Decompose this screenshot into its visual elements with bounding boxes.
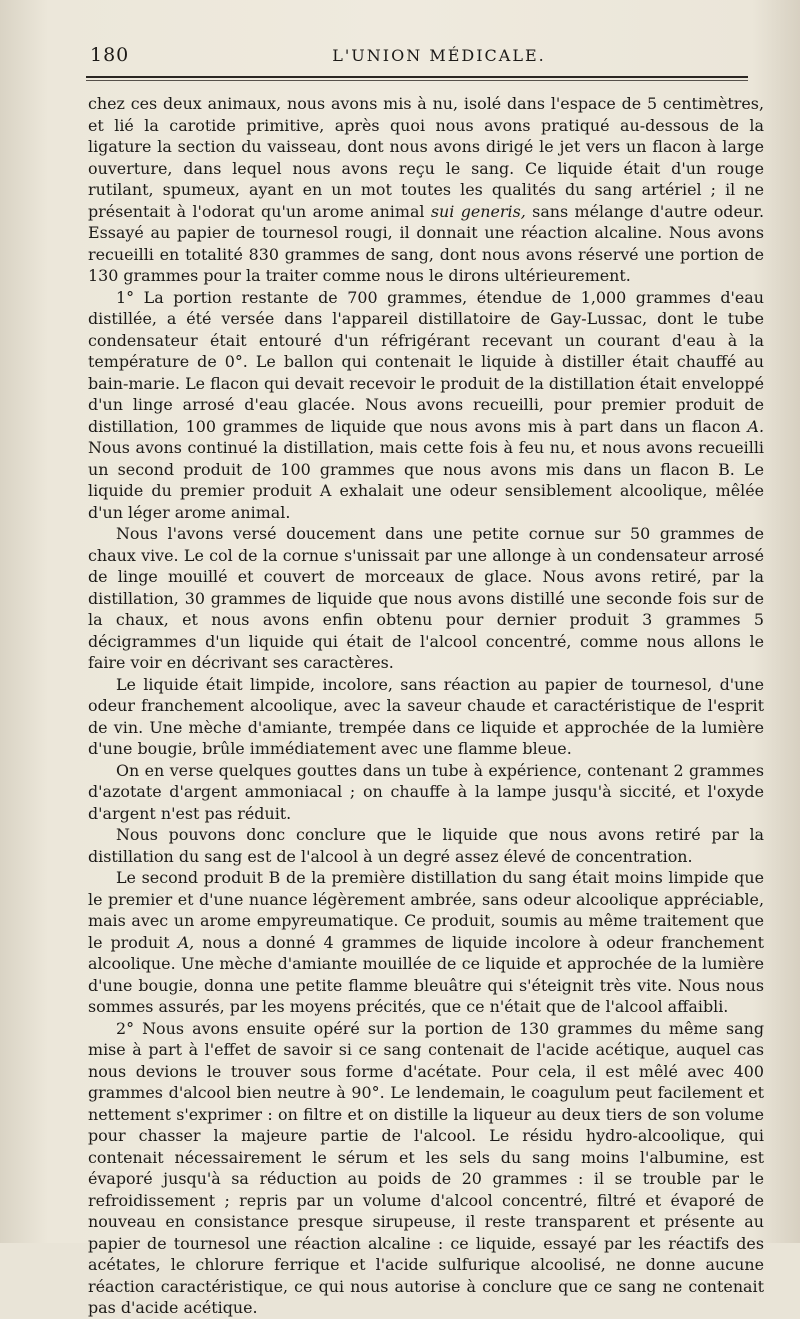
paragraph-5: On en verse quelques gouttes dans un tube à expérience, contenant 2 grammes d'azotate d'argent ammoniacal ; on chauffe à la lampe jusqu'à siccité, et l'oxyde d'argent n'est pas réduit. xyxy=(88,760,764,823)
paragraph-7: Le second produit B de la première distillation du sang était moins limpide que le premier et d'une nuance légèrement ambrée, sans odeur alcoolique appréciable, mais avec un arome empyreumatique. Ce produit, soumis au même traitement que le produit A, nous a donné 4 grammes de liquide incolore à odeur franchement alcoolique. Une mèche d'amiante mouillée de ce liquide et approchée de la lumière d'une bougie, donna une petite flamme bleuâtre qui s'éteignit très vite. Nous nous sommes assurés, par les moyens précités, que ce n'était que de l'alcool affaibli. xyxy=(88,868,764,1016)
running-title: L'UNION MÉDICALE. xyxy=(332,46,546,65)
page-number: 180 xyxy=(90,44,130,66)
body-text xyxy=(88,93,764,1319)
paragraph-1: chez ces deux animaux, nous avons mis à nu, isolé dans l'espace de 5 centimètres, et lié la carotide primitive, après quoi nous avons pratiqué au-dessous de la ligature la section du vaisseau, dont nous avons dirigé le jet vers un flacon à large ouverture, dans lequel nous avons reçu le sang. Ce liquide était d'un rouge rutilant, spumeux, ayant en un mot toutes les qualités du sang artériel ; il ne présentait à l'odorat qu'un arome animal sui generis, sans mélange d'autre odeur. Essayé au papier de tournesol rougi, il donnait une réaction alcaline. Nous avons recueilli en totalité 830 grammes de sang, dont nous avons réservé une portion de 130 grammes pour la traiter comme nous le dirons ultérieurement. xyxy=(88,94,764,285)
page-header xyxy=(90,44,748,74)
italic-phrase: sui generis, xyxy=(430,201,526,221)
paragraph-2: 1° La portion restante de 700 grammes, étendue de 1,000 grammes d'eau distillée, a été versée dans l'appareil distillatoire de Gay-Lussac, dont le tube condensateur était entouré d'un réfrigérant recevant un courant d'eau à la température de 0°. Le ballon qui contenait le liquide à distiller était chauffé au bain-marie. Le flacon qui devait recevoir le produit de la distillation était enveloppé d'un linge arrosé d'eau glacée. Nous avons recueilli, pour premier produit de distillation, 100 grammes de liquide que nous avons mis à part dans un flacon A. Nous avons continué la distillation, mais cette fois à feu nu, et nous avons recueilli un second produit de 100 grammes que nous avons mis dans un flacon B. Le liquide du premier produit A exhalait une odeur sensiblement alcoolique, mêlée d'un léger arome animal. xyxy=(88,287,764,522)
header-rule-thin xyxy=(86,80,748,81)
italic-phrase: A, xyxy=(177,932,195,952)
header-rule xyxy=(86,76,748,78)
paragraph-4: Le liquide était limpide, incolore, sans réaction au papier de tournesol, d'une odeur franchement alcoolique, avec la saveur chaude et caractéristique de l'esprit de vin. Une mèche d'amiante, trempée dans ce liquide et approchée de la lumière d'une bougie, brûle immédiatement avec une flamme bleue. xyxy=(88,674,764,758)
paragraph-6: Nous pouvons donc conclure que le liquide que nous avons retiré par la distillation du sang est de l'alcool à un degré assez élevé de concentration. xyxy=(88,825,764,866)
paragraph-3: Nous l'avons versé doucement dans une petite cornue sur 50 grammes de chaux vive. Le col de la cornue s'unissait par une allonge à un condensateur arrosé de linge mouillé et couvert de morceaux de glace. Nous avons retiré, par la distillation, 30 grammes de liquide que nous avons distillé une seconde fois sur de la chaux, et nous avons enfin obtenu pour dernier produit 3 grammes 5 décigrammes d'un liquide qui était de l'alcool concentré, comme nous allons le faire voir en décrivant ses caractères. xyxy=(88,524,764,672)
italic-phrase: A. xyxy=(747,416,764,436)
paragraph-8: 2° Nous avons ensuite opéré sur la portion de 130 grammes du même sang mise à part à l'effet de savoir si ce sang contenait de l'acide acétique, auquel cas nous devions le trouver sous forme d'acétate. Pour cela, il est mêlé avec 400 grammes d'alcool bien neutre à 90°. Le lendemain, le coagulum peut facilement et nettement s'exprimer : on filtre et on distille la liqueur au deux tiers de son volume pour chasser la majeure partie de l'alcool. Le résidu hydro-alcoolique, qui contenait nécessairement le sérum et les sels du sang moins l'albumine, est évaporé jusqu'à sa réduction au poids de 20 grammes : il se trouble par le refroidissement ; repris par un volume d'alcool concentré, filtré et évaporé de nouveau en consistance presque sirupeuse, il reste transparent et présente au papier de tournesol une réaction alcaline : ce liquide, essayé par les réactifs des acétates, le chlorure ferrique et l'acide sulfurique alcoolisé, ne donne aucune réaction caractéristique, ce qui nous autorise à conclure que ce sang ne contenait pas d'acide acétique. xyxy=(88,1018,764,1317)
